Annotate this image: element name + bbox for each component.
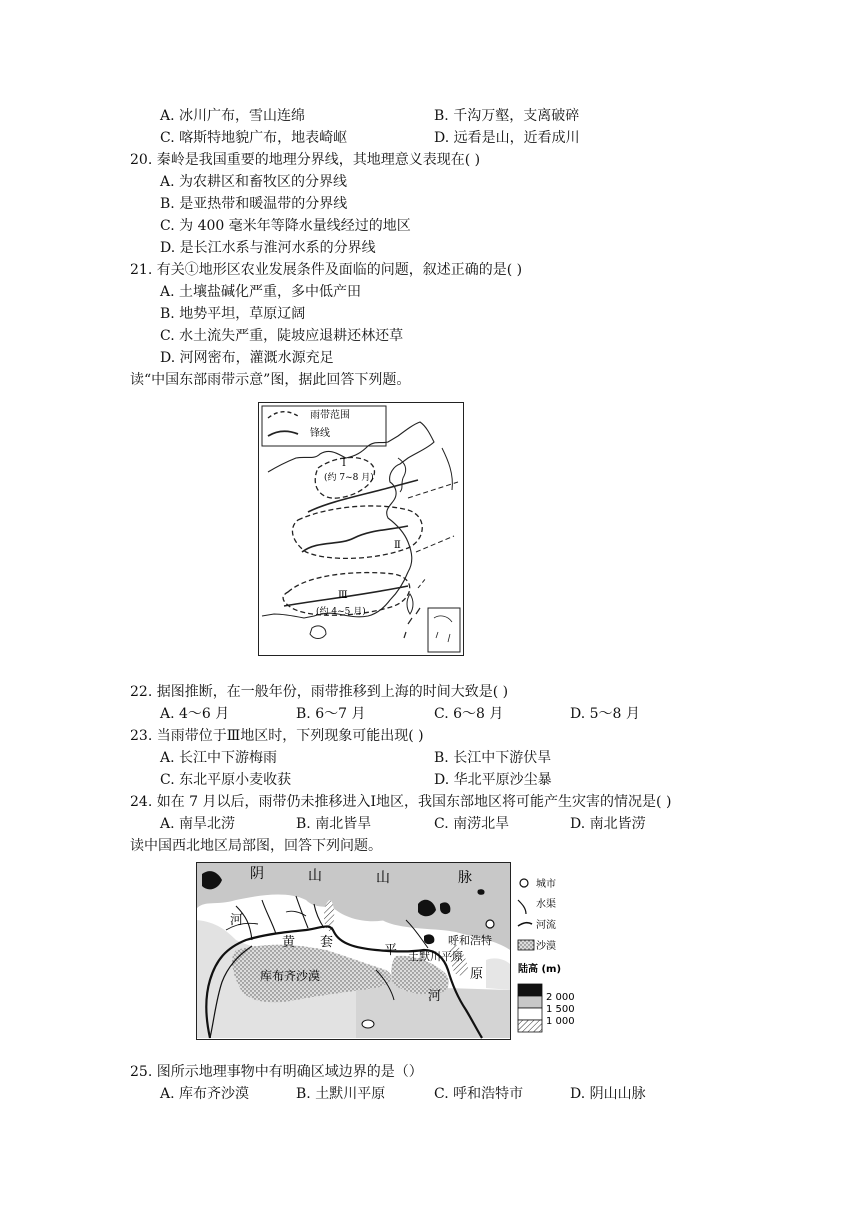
label-he: 河 [230, 913, 244, 928]
q22-option-d: D. 5～8 月 [570, 706, 640, 722]
label-shan1: 山 [308, 868, 322, 884]
q23-option-a: A. 长江中下游梅雨 [160, 750, 278, 766]
q22-option-a: A. 4～6 月 [160, 706, 230, 722]
q24-option-b: B. 南北皆旱 [296, 816, 372, 832]
q23-option-c: C. 东北平原小麦收获 [160, 772, 292, 788]
q22-option-b: B. 6～7 月 [296, 706, 366, 722]
label-ping: 平 [384, 943, 398, 958]
q23-stem: 23. 当雨带位于Ⅲ地区时，下列现象可能出现( ) [130, 728, 424, 744]
label-he2: 河 [428, 989, 442, 1004]
region-III-label: Ⅲ [338, 590, 348, 601]
q19-option-c: C. 喀斯特地貌广布，地表崎岖 [160, 130, 348, 146]
legend-desert-icon [518, 940, 534, 950]
label-huang: 黄 [282, 935, 296, 950]
q23-option-b: B. 长江中下游伏旱 [434, 750, 552, 766]
q25-stem: 25. 图所示地理事物中有明确区域边界的是（） [130, 1064, 423, 1080]
q21-stem: 21. 有关①地形区农业发展条件及面临的问题，叙述正确的是( ) [130, 262, 523, 278]
q23-option-d: D. 华北平原沙尘暴 [434, 772, 552, 788]
q20-option-b: B. 是亚热带和暖温带的分界线 [160, 196, 348, 212]
q21-option-c: C. 水土流失严重，陡坡应退耕还林还草 [160, 328, 404, 344]
intro-rainbelt: 读“中国东部雨带示意”图，据此回答下列题。 [130, 372, 411, 388]
q24-stem: 24. 如在 7 月以后，雨带仍未推移进入Ⅰ地区，我国东部地区将可能产生灾害的情况是( ) [130, 794, 672, 810]
legend-city: 城市 [536, 879, 556, 890]
label-kubuqi: 库布齐沙漠 [260, 969, 321, 983]
label-mai: 脉 [458, 870, 472, 886]
legend-elevation-title: 陆高 (m) [518, 964, 562, 975]
q24-option-d: D. 南北皆涝 [570, 816, 646, 832]
legend-2000: 2 000 [546, 992, 575, 1003]
q25-option-a: A. 库布齐沙漠 [160, 1086, 250, 1102]
legend-river-icon [518, 923, 532, 926]
q21-option-a: A. 土壤盐碱化严重，多中低产田 [160, 284, 362, 300]
label-tao: 套 [320, 935, 334, 950]
legend-canal: 水渠 [536, 899, 556, 910]
q21-option-d: D. 河网密布，灌溉水源充足 [160, 350, 334, 366]
rainbelt-map [258, 402, 464, 656]
q19-option-b: B. 千沟万壑，支离破碎 [434, 108, 580, 124]
legend-canal-icon [518, 900, 526, 914]
q20-option-c: C. 为 400 毫米年等降水量线经过的地区 [160, 218, 411, 234]
q19-option-d: D. 远看是山，近看成川 [434, 130, 580, 146]
hohhot-city-marker [486, 920, 494, 928]
q24-option-c: C. 南涝北旱 [434, 816, 510, 832]
q20-option-a: A. 为农耕区和畜牧区的分界线 [160, 174, 348, 190]
region-I-time: (约 7~8 月) [324, 473, 374, 483]
q19-option-a: A. 冰川广布，雪山连绵 [160, 108, 306, 124]
label-shan2: 山 [376, 870, 390, 886]
legend-front-label: 锋线 [310, 428, 330, 439]
label-yuan: 原 [470, 967, 484, 982]
region-III-time: (约 4~5 月) [316, 607, 366, 617]
region-I-label: Ⅰ [342, 458, 346, 469]
legend-range-label: 雨带范围 [310, 410, 350, 421]
legend-river: 河流 [536, 920, 556, 931]
q25-option-b: B. 土默川平原 [296, 1086, 386, 1102]
south-china-sea-inset [428, 608, 460, 652]
q25-option-c: C. 呼和浩特市 [434, 1086, 524, 1102]
q21-option-b: B. 地势平坦，草原辽阔 [160, 306, 306, 322]
q24-option-a: A. 南旱北涝 [160, 816, 236, 832]
q22-stem: 22. 据图推断，在一般年份，雨带推移到上海的时间大致是( ) [130, 684, 509, 700]
legend-1500: 1 500 [546, 1004, 575, 1015]
q22-option-c: C. 6～8 月 [434, 706, 504, 722]
intro-northwest: 读中国西北地区局部图，回答下列问题。 [130, 838, 382, 854]
legend-1000: 1 000 [546, 1016, 575, 1027]
legend-city-icon [520, 879, 528, 887]
label-hohhot: 呼和浩特 [448, 934, 492, 947]
label-yin: 阴 [250, 866, 264, 882]
label-tumochuan: 土默川平原 [408, 950, 463, 963]
q20-stem: 20. 秦岭是我国重要的地理分界线，其地理意义表现在( ) [130, 152, 481, 168]
region-II-label: Ⅱ [394, 540, 401, 551]
q20-option-d: D. 是长江水系与淮河水系的分界线 [160, 240, 376, 256]
q25-option-d: D. 阴山山脉 [570, 1086, 646, 1102]
legend-desert: 沙漠 [536, 941, 556, 952]
hetao-map [196, 860, 586, 1042]
